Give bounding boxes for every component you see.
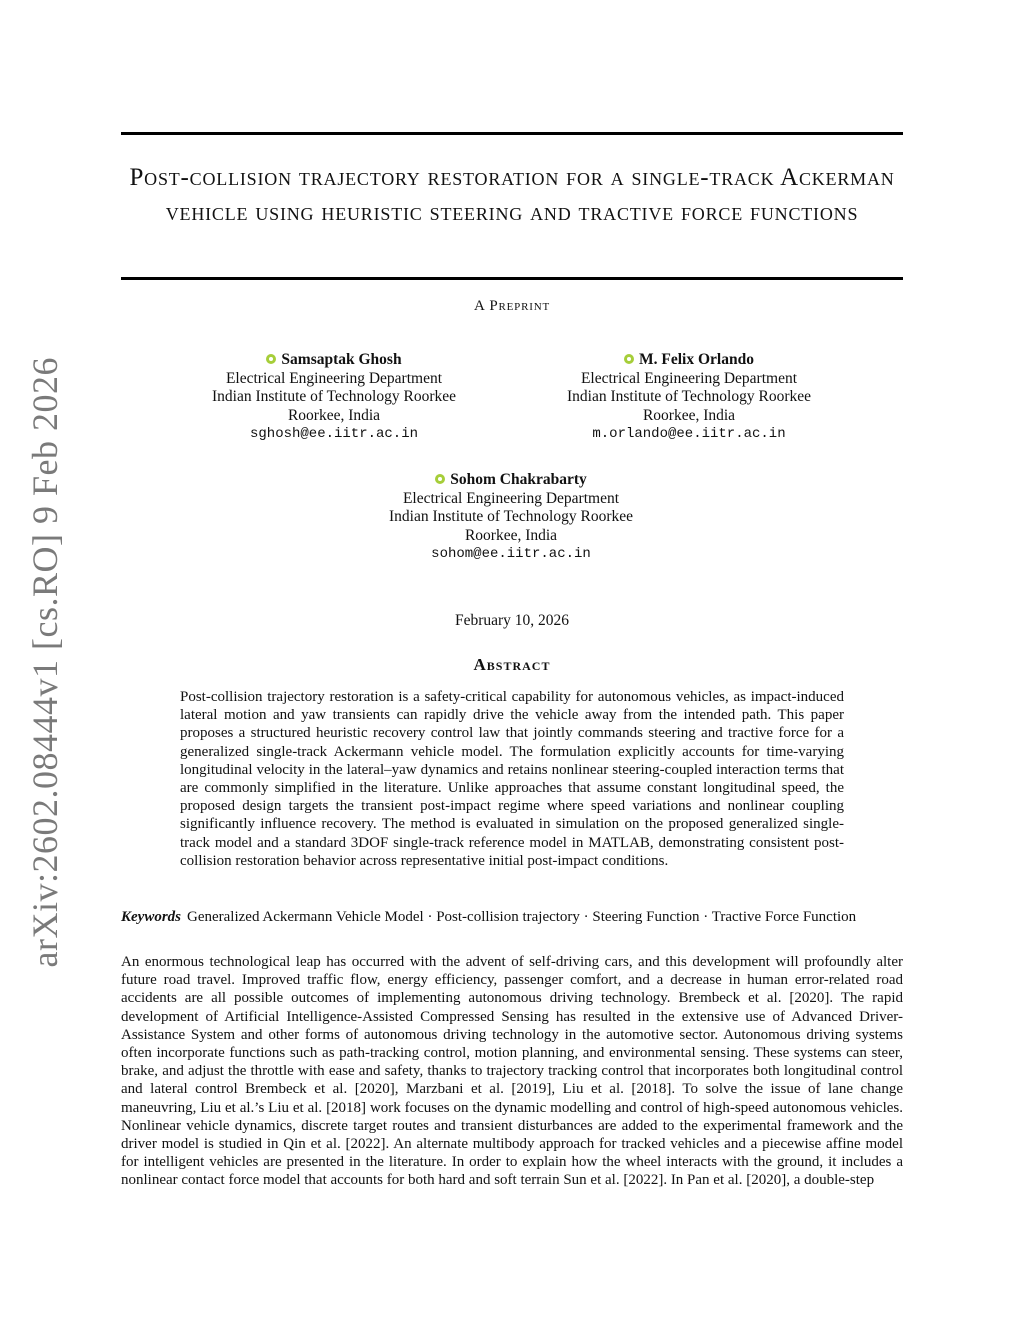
author-name-line: [184, 351, 484, 370]
abstract-text: Post-collision trajectory restoration is a safety-critical capability for autonomous vehicles, as impact-induced lateral motion and yaw transients can rapidly drive the vehicle away from the intended path. This paper proposes a structured heuristic recovery control law that jointly commands steering and tractive force for a generalized single-track Ackermann vehicle model. The formulation explicitly accounts for time-varying longitudinal velocity in the lateral–yaw dynamics and retains nonlinear steering-coupled interaction terms that are commonly simplified in the literature. Unlike approaches that assume constant longitudinal speed, the proposed design targets the transient post-impact regime where speed variations and nonlinear coupling significantly influence recovery. The method is evaluated in simulation on the proposed generalized single-track model and a standard 3DOF single-track reference model in MATLAB, demonstrating consistent post-collision restoration behavior across representative initial post-impact conditions.: [180, 689, 844, 869]
author-email[interactable]: sohom@ee.iitr.ac.in: [431, 546, 591, 562]
author-email[interactable]: sghosh@ee.iitr.ac.in: [249, 426, 419, 442]
arxiv-identifier-text: arXiv:2602.08444v1 [cs.RO] 9 Feb 2026: [25, 356, 65, 968]
author-email[interactable]: m.orlando@ee.iitr.ac.in: [592, 426, 786, 442]
abstract-heading: Abstract: [473, 655, 551, 674]
author-institute: Indian Institute of Technology Roorkee: [212, 388, 456, 405]
orcid-icon[interactable]: [435, 474, 445, 484]
author-location: Roorkee, India: [287, 406, 381, 424]
author-block-3: [361, 471, 661, 564]
title-top-rule: [121, 132, 903, 135]
author-department: Electrical Engineering Department: [402, 489, 620, 507]
keywords-text: Generalized Ackermann Vehicle Model · Post-collision trajectory · Steering Function · Tractive Force Function: [187, 909, 857, 925]
author-location: Roorkee, India: [642, 406, 736, 424]
author-name: M. Felix Orlando: [639, 351, 754, 368]
author-department: Electrical Engineering Department: [225, 369, 443, 387]
author-institute: Indian Institute of Technology Roorkee: [567, 388, 811, 405]
publication-date: February 10, 2026: [454, 612, 570, 629]
author-location: Roorkee, India: [464, 526, 558, 544]
author-name-line: [539, 351, 839, 370]
keywords-label: Keywords: [121, 909, 181, 925]
preprint-label: A Preprint: [474, 298, 550, 314]
orcid-icon[interactable]: [266, 354, 276, 364]
keywords-line: [121, 908, 903, 926]
title-bottom-rule: [121, 277, 903, 280]
author-department: Electrical Engineering Department: [580, 369, 798, 387]
body-paragraph: An enormous technological leap has occurred with the advent of self-driving cars, and this development will profoundly alter future road travel. Improved traffic flow, energy efficiency, passenger comfort, and a decrease in human error-related road accidents are all possible outcomes of implementing autonomous driving technology. Brembeck et al. [2020]. The rapid development of Artificial Intelligence-Assisted Compressed Sensing has resulted in the extensive use of Advanced Driver-Assistance System and other forms of autonomous driving technology in the automotive sector. Autonomous driving systems often incorporate functions such as path-tracking control, motion planning, and environmental sensing. These systems can steer, brake, and adjust the throttle with ease and safety, thanks to trajectory tracking control that incorporates both longitudinal control and lateral control Brembeck et al. [2020], Marzbani et al. [2019], Liu et al. [2018]. To solve the issue of lane change maneuvring, Liu et al.’s Liu et al. [2018] work focuses on the dynamic modelling and control of high-speed autonomous vehicles. Nonlinear vehicle dynamics, discrete target routes and transient disturbances are added to the experimental framework and the driver model is studied in Qin et al. [2022]. An alternate multibody approach for tracked vehicles and a piecewise affine model for intelligent vehicles are presented in the literature. In order to explain how the wheel interacts with the ground, it includes a nonlinear contact force model that accounts for both hard and soft terrain Sun et al. [2022]. In Pan et al. [2020], a double-step: [121, 954, 903, 1189]
author-name: Sohom Chakrabarty: [450, 471, 587, 488]
author-name-line: [361, 471, 661, 490]
author-block-1: [184, 351, 484, 444]
author-block-2: [539, 351, 839, 444]
orcid-icon[interactable]: [624, 354, 634, 364]
paper-title: Post-collision trajectory restoration for a single-track Ackerman vehicle using heuristic steering and tractive force functions: [129, 164, 895, 226]
arxiv-identifier-stamp: [20, 356, 70, 968]
author-name: Samsaptak Ghosh: [281, 351, 402, 368]
author-institute: Indian Institute of Technology Roorkee: [389, 508, 633, 525]
